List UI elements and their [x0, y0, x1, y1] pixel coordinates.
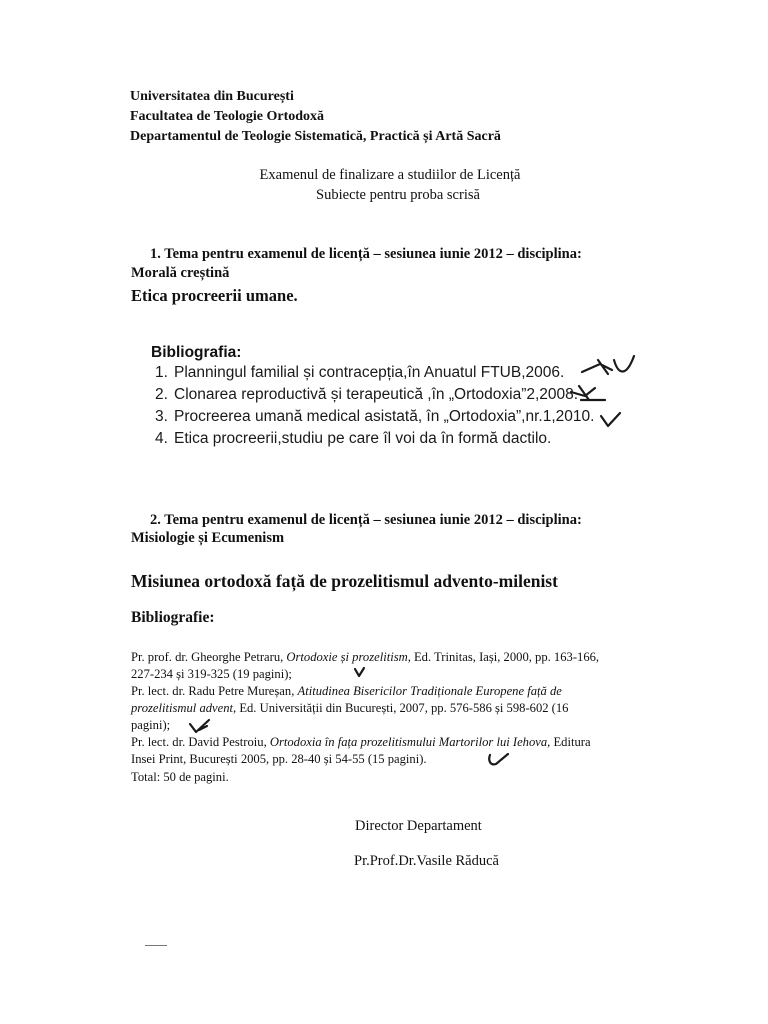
reference-line: [131, 735, 591, 750]
handwritten-check-mark-icon: [565, 382, 609, 404]
section2-bibliography-label: Bibliografie:: [131, 609, 215, 626]
scan-mark: [145, 945, 167, 946]
section2-heading: 2. Tema pentru examenul de licență – sesiunea iunie 2012 – disciplina:: [150, 512, 582, 528]
reference-title: Atitudinea Bisericilor Tradiționale Europene față de: [297, 684, 562, 698]
handwritten-check-mark-icon: [598, 408, 624, 430]
reference-line: 227-234 și 319-325 (19 pagini);: [131, 667, 292, 681]
item-number: 4.: [155, 430, 168, 447]
faculty-name: Facultatea de Teologie Ortodoxă: [130, 109, 325, 124]
bibliography-item: [155, 430, 551, 448]
exam-title: Examenul de finalizare a studiilor de Licență: [259, 167, 521, 183]
item-number: 2.: [155, 386, 168, 403]
bibliography-item: [155, 364, 564, 382]
section2-discipline: Misiologie și Ecumenism: [131, 530, 285, 546]
bibliography-item: [155, 386, 578, 404]
reference-line: Insei Print, București 2005, pp. 28-40 și 54-55 (15 pagini).: [131, 752, 427, 766]
item-number: 1.: [155, 364, 168, 381]
section1-topic: Etica procreerii umane.: [131, 286, 298, 305]
university-name: Universitatea din București: [130, 89, 294, 104]
reference-details: Editura: [550, 735, 591, 749]
item-text: Planningul familial și contracepția,în Anuatul FTUB,2006.: [174, 364, 565, 381]
item-text: Clonarea reproductivă și terapeutică ,în „Ortodoxia”2,2008.: [174, 386, 579, 403]
reference-title: Ortodoxia în fața prozelitismului Martorilor lui Iehova,: [269, 735, 551, 749]
section2-topic: Misiunea ortodoxă față de prozelitismul advento-milenist: [131, 571, 558, 591]
item-text: Etica procreerii,studiu pe care îl voi da în formă dactilo.: [174, 430, 552, 447]
department-name: Departamentul de Teologie Sistematică, Practică și Artă Sacră: [130, 129, 501, 144]
handwritten-check-mark-icon: [352, 665, 368, 681]
handwritten-check-mark-icon: [486, 750, 512, 770]
item-number: 3.: [155, 408, 168, 425]
reference-line: [131, 684, 562, 699]
bibliography-item: [155, 408, 594, 426]
reference-title: prozelitismul advent,: [131, 701, 237, 715]
reference-author: Pr. prof. dr. Gheorghe Petraru,: [131, 650, 287, 664]
reference-details: Ed. Trinitas, Iași, 2000, pp. 163-166,: [410, 650, 600, 664]
reference-author: Pr. lect. dr. Radu Petre Mureșan,: [131, 684, 298, 698]
item-text: Procreerea umană medical asistată, în „Ortodoxia”,nr.1,2010.: [174, 408, 595, 425]
handwritten-check-mark-icon: [578, 350, 638, 380]
signature-role: Director Departament: [355, 818, 482, 834]
section1-bibliography-label: Bibliografia:: [151, 344, 242, 361]
reference-title: Ortodoxie și prozelitism,: [286, 650, 411, 664]
signature-name: Pr.Prof.Dr.Vasile Răducă: [354, 853, 499, 869]
total-pages: Total: 50 de pagini.: [131, 770, 229, 784]
reference-details: Ed. Universității din București, 2007, pp. 576-586 și 598-602 (16: [236, 701, 569, 715]
reference-line: pagini);: [131, 718, 171, 732]
reference-line: [131, 650, 599, 665]
reference-line: [131, 701, 568, 716]
reference-author: Pr. lect. dr. David Pestroiu,: [131, 735, 270, 749]
exam-subtitle: Subiecte pentru proba scrisă: [316, 187, 480, 203]
section1-heading: 1. Tema pentru examenul de licență – sesiunea iunie 2012 – disciplina:: [150, 246, 582, 262]
handwritten-check-mark-icon: [187, 716, 213, 736]
section1-discipline: Morală creștină: [131, 265, 230, 281]
